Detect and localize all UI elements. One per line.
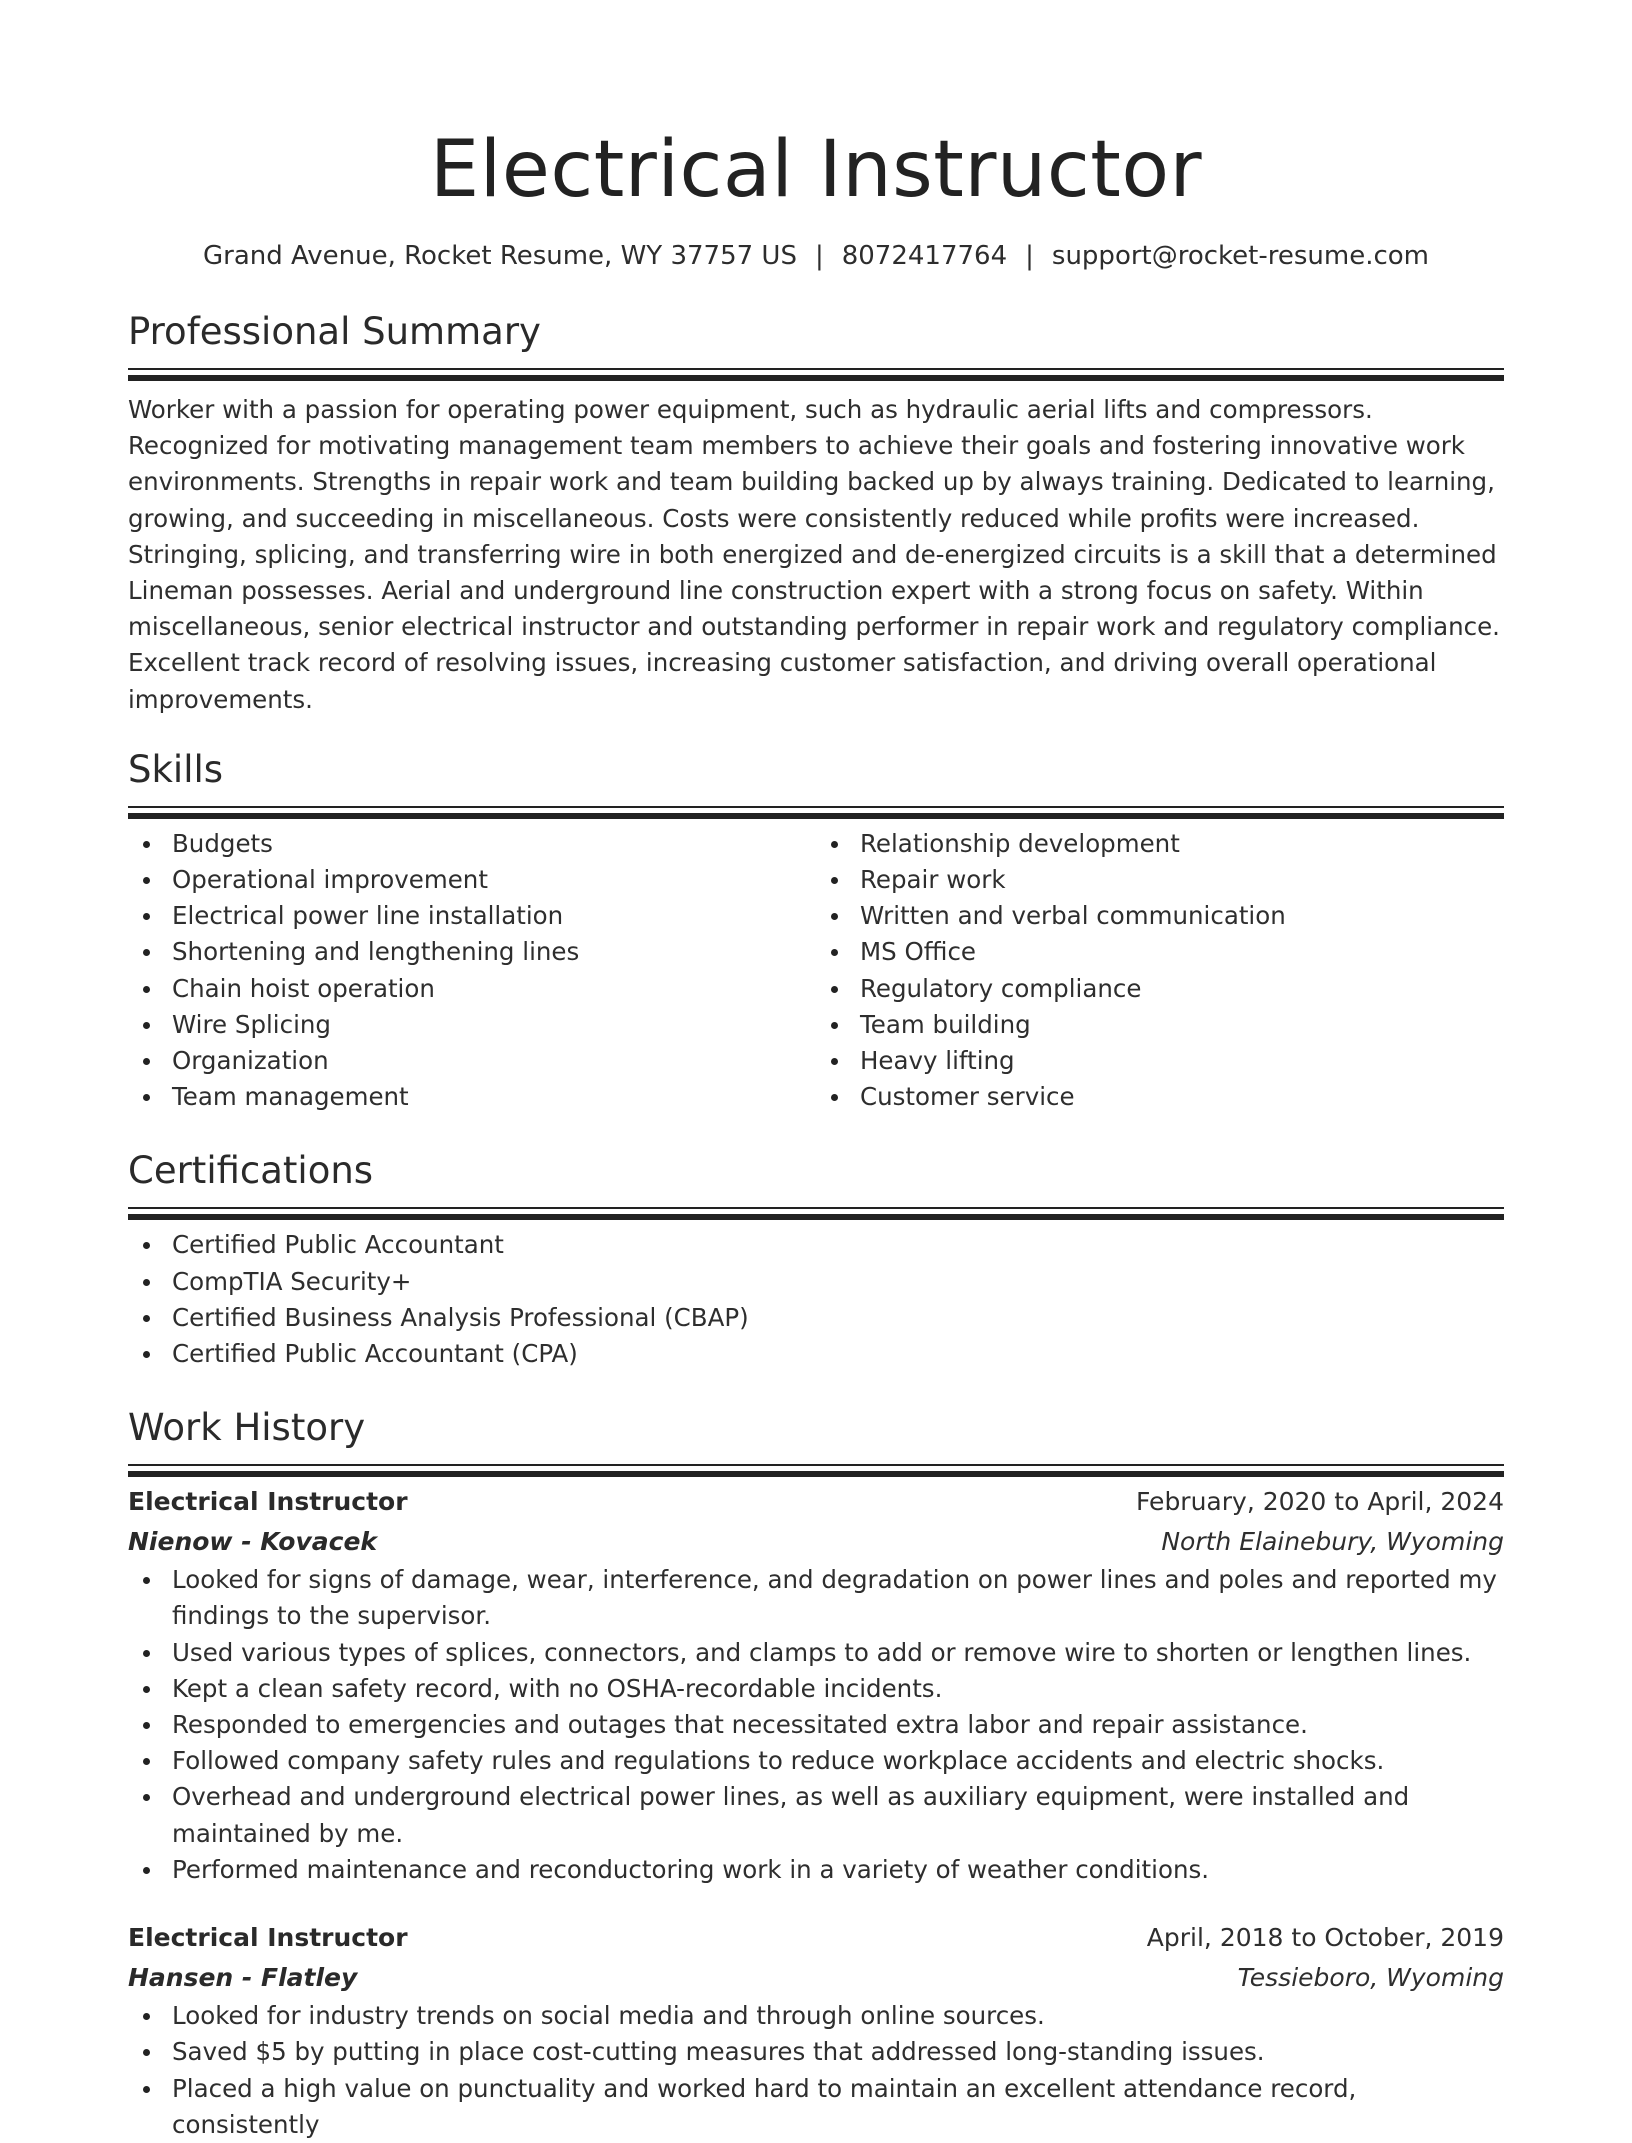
- job-bullet: Performed maintenance and reconductoring work in a variety of weather conditions.: [172, 1852, 1504, 1888]
- job-entry: [128, 1918, 1504, 2143]
- skill-item: Written and verbal communication: [860, 898, 1504, 934]
- skill-item: Regulatory compliance: [860, 971, 1504, 1007]
- skill-item: Electrical power line installation: [172, 898, 816, 934]
- contact-address: Grand Avenue, Rocket Resume, WY 37757 US: [202, 241, 797, 271]
- job-dates: February, 2020 to April, 2024: [1136, 1487, 1504, 1517]
- job-title: Electrical Instructor: [128, 1923, 408, 1953]
- job-bullet-list: [128, 1998, 1504, 2143]
- skill-item-list: [128, 826, 816, 1116]
- job-title: Electrical Instructor: [128, 1487, 408, 1517]
- section-divider: [128, 1207, 1504, 1209]
- certifications-section: [128, 1147, 1504, 1372]
- job-bullet: Placed a high value on punctuality and worked hard to maintain an excellent attendance record, consistently: [172, 2071, 1504, 2143]
- section-title-work-history: Work History: [128, 1406, 366, 1450]
- job-bullet: Followed company safety rules and regulations to reduce workplace accidents and electric shocks.: [172, 1743, 1504, 1779]
- job-bullet: Used various types of splices, connectors, and clamps to add or remove wire to shorten or lengthen lines.: [172, 1635, 1504, 1671]
- skill-item: Shortening and lengthening lines: [172, 934, 816, 970]
- job-header-row: [128, 1482, 1504, 1522]
- summary-text: Worker with a passion for operating power equipment, such as hydraulic aerial lifts and compressors. Recognized for motivating management team members to achieve their goals and fostering innovative work environments. Strengths in repair work and team building backed up by always training. Dedicated to learning, growing, and succeeding in miscellaneous. Costs were consistently reduced while profits were increased. Stringing, splicing, and transferring wire in both energized and de-energized circuits is a skill that a determined Lineman possesses. Aerial and underground line construction expert with a strong focus on safety. Within miscellaneous, senior electrical instructor and outstanding performer in repair work and regulatory compliance. Excellent track record of resolving issues, increasing customer satisfaction, and driving overall operational improvements.: [128, 395, 1500, 714]
- resume-name: Electrical Instructor: [429, 125, 1203, 215]
- job-bullet: Looked for industry trends on social media and through online sources.: [172, 1998, 1504, 2034]
- job-bullet-list: [128, 1562, 1504, 1888]
- job-bullet: Saved $5 by putting in place cost-cutting measures that addressed long-standing issues.: [172, 2034, 1504, 2070]
- skill-item: Team building: [860, 1007, 1504, 1043]
- skill-item: Organization: [172, 1043, 816, 1079]
- skill-item: Relationship development: [860, 826, 1504, 862]
- skill-item: MS Office: [860, 934, 1504, 970]
- skill-item: Budgets: [172, 826, 816, 862]
- contact-email: support@rocket-resume.com: [1051, 241, 1430, 271]
- skill-item: Chain hoist operation: [172, 971, 816, 1007]
- job-company: Nienow - Kovacek: [128, 1527, 378, 1557]
- summary-section: [128, 308, 1504, 718]
- section-title-skills: Skills: [128, 747, 224, 791]
- skills-column-right: [816, 826, 1504, 1116]
- skills-grid: [128, 826, 1504, 1116]
- job-company: Hansen - Flatley: [128, 1963, 358, 1993]
- section-divider: [128, 806, 1504, 808]
- job-dates: April, 2018 to October, 2019: [1146, 1923, 1504, 1953]
- skill-item: Team management: [172, 1079, 816, 1115]
- skill-item-list: [816, 826, 1504, 1116]
- job-bullet: Kept a clean safety record, with no OSHA-recordable incidents.: [172, 1671, 1504, 1707]
- contact-line: [128, 238, 1504, 274]
- work-history-section: [128, 1404, 1504, 2143]
- skill-item: Heavy lifting: [860, 1043, 1504, 1079]
- section-divider: [128, 1464, 1504, 1466]
- job-bullet: Looked for signs of damage, wear, interference, and degradation on power lines and poles and reported my findings to the supervisor.: [172, 1562, 1504, 1634]
- job-subheader-row: [128, 1958, 1504, 1998]
- job-header-row: [128, 1918, 1504, 1958]
- job-bullet: Responded to emergencies and outages that necessitated extra labor and repair assistance.: [172, 1707, 1504, 1743]
- job-subheader-row: [128, 1522, 1504, 1562]
- job-location: North Elainebury, Wyoming: [1161, 1527, 1504, 1557]
- skill-item: Customer service: [860, 1079, 1504, 1115]
- skill-item: Operational improvement: [172, 862, 816, 898]
- certification-item: Certified Business Analysis Professional (CBAP): [172, 1300, 1504, 1336]
- job-bullet: Overhead and underground electrical power lines, as well as auxiliary equipment, were installed and maintained by me.: [172, 1779, 1504, 1851]
- certification-item: Certified Public Accountant: [172, 1227, 1504, 1263]
- section-title-certifications: Certifications: [128, 1149, 374, 1193]
- certification-item: Certified Public Accountant (CPA): [172, 1336, 1504, 1372]
- certification-item: CompTIA Security+: [172, 1264, 1504, 1300]
- job-entry: [128, 1482, 1504, 1888]
- section-title-summary: Professional Summary: [128, 310, 541, 353]
- skill-item: Wire Splicing: [172, 1007, 816, 1043]
- certification-item-list: [128, 1227, 1504, 1372]
- contact-phone: 8072417764: [841, 241, 1008, 271]
- skill-item: Repair work: [860, 862, 1504, 898]
- resume-page: [128, 0, 1504, 2143]
- contact-separator: |: [814, 241, 824, 271]
- skills-section: [128, 746, 1504, 1116]
- section-divider: [128, 368, 1504, 370]
- skills-column-left: [128, 826, 816, 1116]
- contact-separator: |: [1025, 241, 1034, 271]
- job-location: Tessieboro, Wyoming: [1237, 1963, 1504, 1993]
